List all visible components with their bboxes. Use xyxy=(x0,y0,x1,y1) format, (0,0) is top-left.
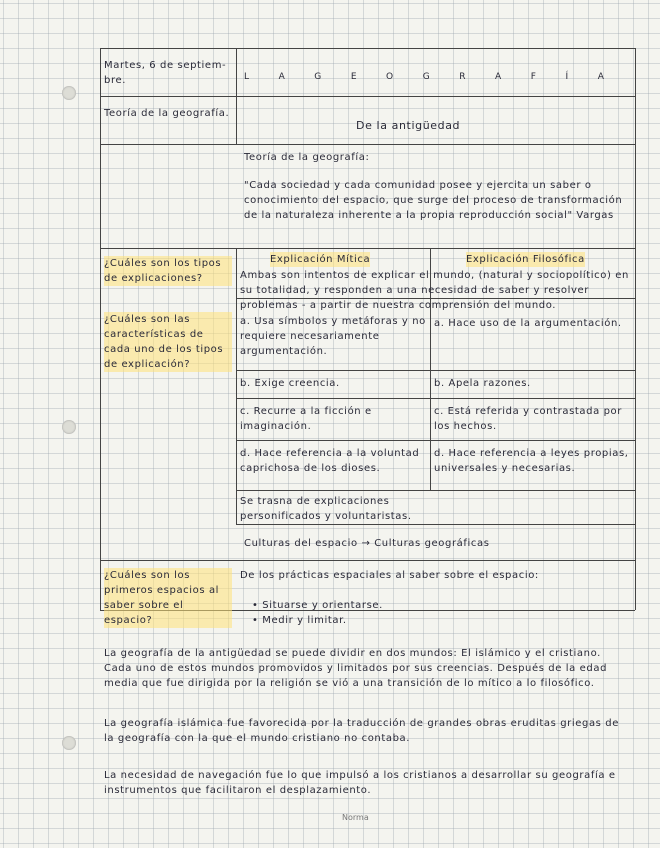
mitica-a: a. Usa símbolos y metáforas y no requiere necesariamente argumentación. xyxy=(240,316,426,357)
row-divider xyxy=(236,440,635,441)
letter: E xyxy=(350,72,357,82)
filosofica-d: d. Hace referencia a leyes propias, universales y necesarias. xyxy=(434,448,629,474)
topic-title: De la antigüedad xyxy=(356,119,461,132)
question-spaces: ¿Cuáles son los primeros espacios al saber sobre el espacio? xyxy=(104,568,232,628)
filosofica-a: a. Hace uso de la argumentación. xyxy=(434,318,622,329)
paragraph-2: La geografía islámica fue favorecida por la traducción de grandes obras eruditas griegas de la geografía con la que el mundo cristiano no contaba. xyxy=(104,718,619,744)
paragraph-3: La necesidad de navegación fue lo que impulsó a los cristianos a desarrollar su geografía e instrumentos que facilitaron el desplazamiento. xyxy=(104,770,616,796)
mitica-last: Se trasna de explicaciones personificados y voluntaristas. xyxy=(240,496,412,522)
filosofica-c: c. Está referida y contrastada por los hechos. xyxy=(434,406,622,432)
paragraph-1: La geografía de la antigüedad se puede dividir en dos mundos: El islámico y el cristiano. Cada uno de estos mundos promovidos y limitados por sus creencias. Después de la edad media que fue dirigida por la religión se vió a una transición de lo mítico a lo filosófico. xyxy=(104,648,608,689)
right-border xyxy=(635,48,636,610)
binder-hole xyxy=(62,420,76,434)
letter: R xyxy=(459,72,466,82)
filosofica-b: b. Apela razones. xyxy=(434,378,531,389)
letter: A xyxy=(597,72,604,82)
letter: G xyxy=(314,72,322,82)
question-types: ¿Cuáles son los tipos de explicaciones? xyxy=(104,256,232,286)
row-divider xyxy=(236,490,635,491)
title-letters xyxy=(244,72,604,82)
spaces-list xyxy=(252,598,383,628)
col-header-filosofica: Explicación Filosófica xyxy=(466,254,585,265)
mitica-b: b. Exige creencia. xyxy=(240,378,340,389)
binder-hole xyxy=(62,736,76,750)
mitica-d: d. Hace referencia a la voluntad caprichosa de los dioses. xyxy=(240,448,420,474)
row-divider xyxy=(236,398,635,399)
letter: L xyxy=(244,72,250,82)
shared-description: Ambas son intentos de explicar el mundo, (natural y sociopolítico) en su totalidad, y responden a una necesidad de saber y resolver problemas - a partir de nuestra comprensión del mundo. xyxy=(240,270,629,311)
intro-quote: "Cada sociedad y cada comunidad posee y ejercita un saber o conocimiento del espacio, que surge del proceso de transformación de la naturaleza inherente a la propia reproducción social" Vargas xyxy=(244,180,623,221)
row-divider xyxy=(236,524,635,525)
list-item: • Medir y limitar. xyxy=(252,615,347,626)
row-divider xyxy=(100,144,635,145)
row-divider xyxy=(100,96,635,97)
date-text: Martes, 6 de septiem-bre. xyxy=(104,60,227,86)
row-divider xyxy=(100,248,635,249)
cultures-line: Culturas del espacio → Culturas geográficas xyxy=(244,538,490,549)
table-left-border xyxy=(236,248,237,524)
top-border xyxy=(100,48,635,49)
col-header-mitica: Explicación Mítica xyxy=(270,254,371,265)
letter: O xyxy=(386,72,394,82)
spaces-lead: De los prácticas espaciales al saber sobre el espacio: xyxy=(240,570,539,581)
topic-label: Teoría de la geografía. xyxy=(104,108,230,119)
notebook-brand-logo: Norma xyxy=(342,813,369,822)
list-item: • Situarse y orientarse. xyxy=(252,600,383,611)
row-divider xyxy=(236,370,635,371)
left-column-divider xyxy=(100,48,101,610)
binder-hole xyxy=(62,86,76,100)
section-heading: Teoría de la geografía: xyxy=(244,152,370,163)
letter: A xyxy=(278,72,285,82)
letter: A xyxy=(495,72,502,82)
letter: G xyxy=(422,72,430,82)
question-characteristics: ¿Cuáles son las características de cada uno de los tipos de explicación? xyxy=(104,312,232,372)
mitica-c: c. Recurre a la ficción e imaginación. xyxy=(240,406,372,432)
row-divider xyxy=(100,560,635,561)
letter: Í xyxy=(565,72,569,82)
letter: F xyxy=(530,72,536,82)
